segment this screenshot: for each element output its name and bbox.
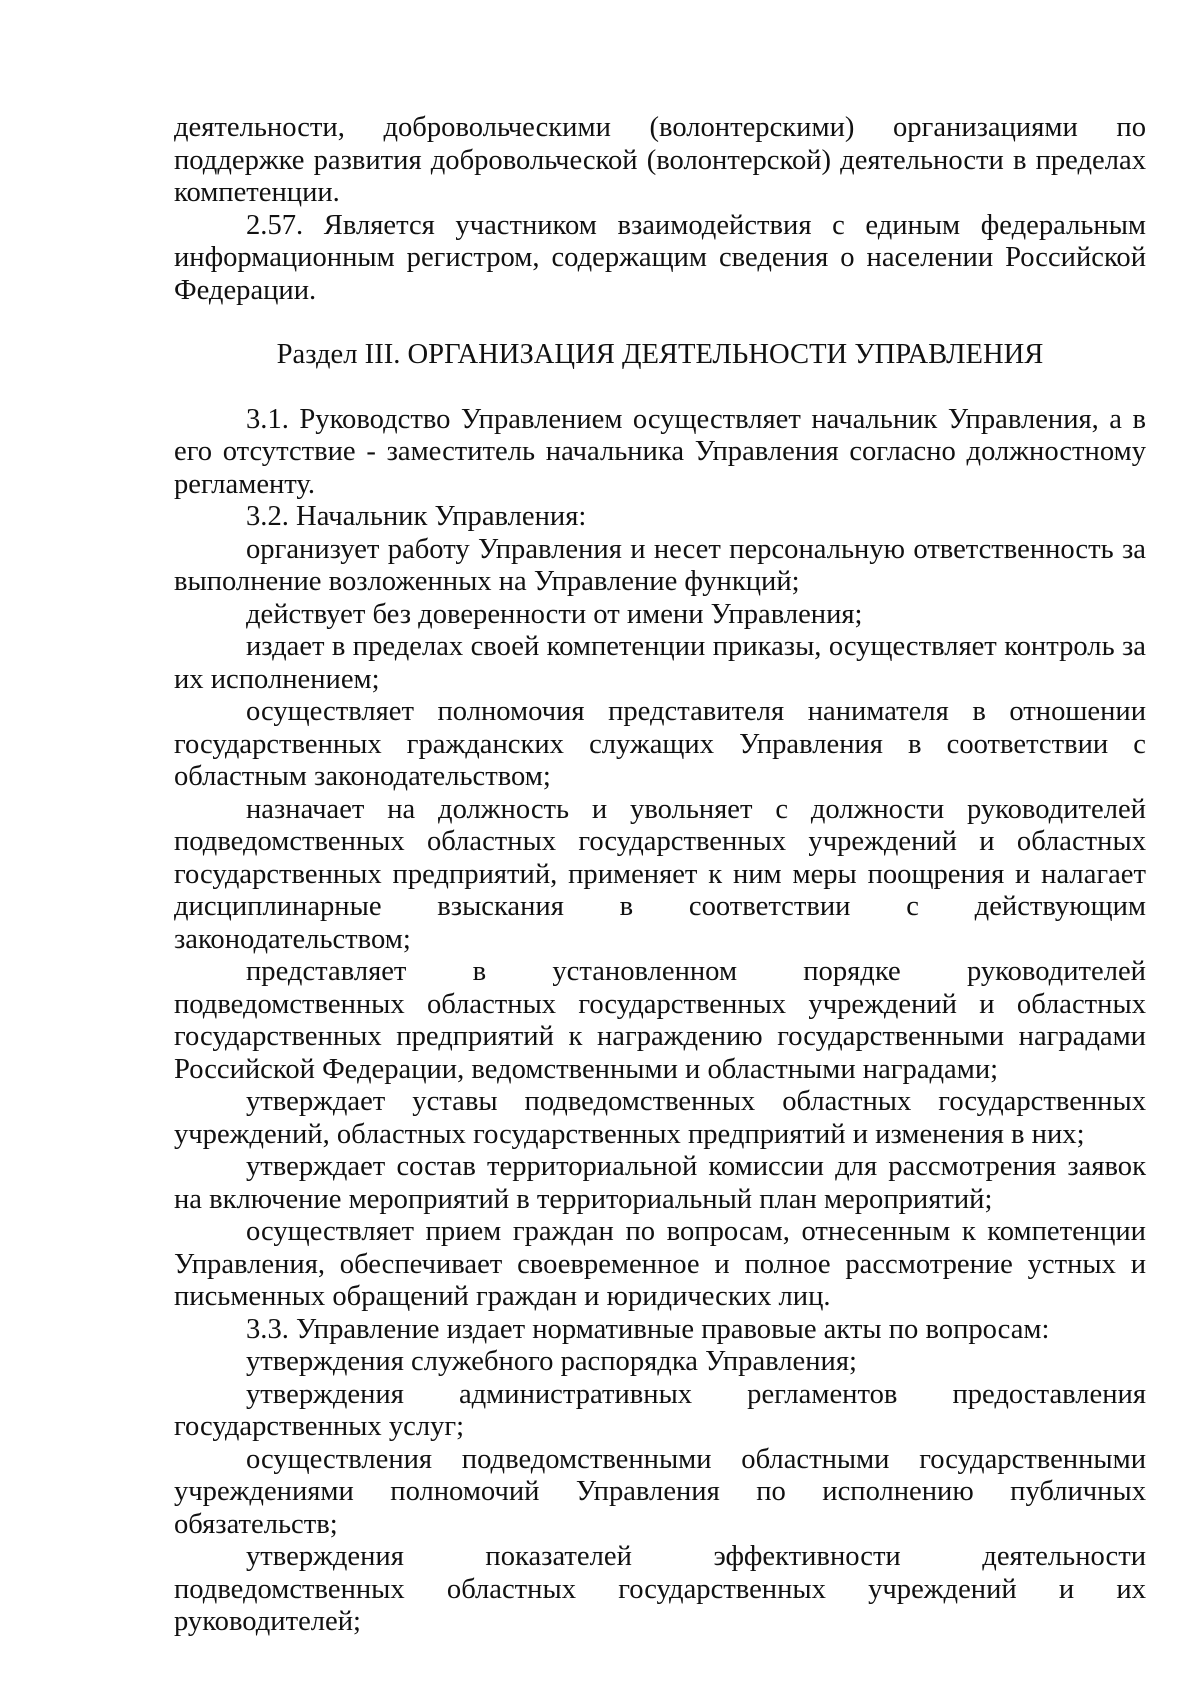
list-item: осуществляет прием граждан по вопросам, отнесенным к компетенции Управления, обеспечивает своевременное и полное рассмотрение устных и письменных обращений граждан и юридических лиц. [174,1216,1146,1312]
list-item: действует без доверенности от имени Управления; [246,598,863,630]
paragraph-continuation: деятельности, добровольческими (волонтерскими) организациями по поддержке развития добровольческой (волонтерской) деятельности в пределах компетенции. [174,112,1146,208]
list-item: утверждения служебного распорядка Управления; [246,1346,857,1377]
list-item: осуществления подведомственными областными государственными учреждениями полномочий Управления по исполнению публичных обязательств; [174,1443,1146,1540]
spacer [174,307,1146,339]
list-item: утверждения показателей эффективности деятельности подведомственных областных государственных учреждений и их руководителей; [174,1541,1146,1637]
document-body [174,112,1146,1639]
list-item: издает в пределах своей компетенции приказы, осуществляет контроль за их исполнением; [174,631,1146,695]
list-item: назначает на должность и увольняет с должности руководителей подведомственных областных государственных учреждений и областных государственных предприятий, применяет к ним меры поощрения и налагает дисциплинарные взыскания в соответствии с действующим законодательством; [174,793,1146,955]
list-item: утверждает уставы подведомственных областных государственных учреждений, областных государственных предприятий и изменения в них; [174,1086,1146,1150]
list-item: осуществляет полномочия представителя нанимателя в отношении государственных гражданских служащих Управления в соответствии с областным законодательством; [174,696,1146,792]
paragraph-3-2: 3.2. Начальник Управления: [246,501,587,532]
paragraph-3-1: 3.1. Руководство Управлением осуществляет начальник Управления, а в его отсутствие - заместитель начальника Управления согласно должностному регламенту. [174,403,1146,500]
paragraph-3-3: 3.3. Управление издает нормативные правовые акты по вопросам: [246,1313,1050,1345]
list-item: утверждения административных регламентов предоставления государственных услуг; [174,1378,1146,1442]
list-item: утверждает состав территориальной комиссии для рассмотрения заявок на включение мероприятий в территориальный план мероприятий; [174,1151,1146,1215]
list-item: представляет в установленном порядке руководителей подведомственных областных государственных учреждений и областных государственных предприятий к награждению государственными наградами Российской Федерации, ведомственными и областными наградами; [174,956,1146,1085]
spacer [174,372,1146,404]
paragraph-2-57: 2.57. Является участником взаимодействия с единым федеральным информационным регистром, содержащим сведения о населении Российской Федерации. [174,209,1146,306]
section-heading: Раздел III. ОРГАНИЗАЦИЯ ДЕЯТЕЛЬНОСТИ УПРАВЛЕНИЯ [276,339,1044,370]
list-item: организует работу Управления и несет персональную ответственность за выполнение возложенных на Управление функций; [174,533,1146,597]
